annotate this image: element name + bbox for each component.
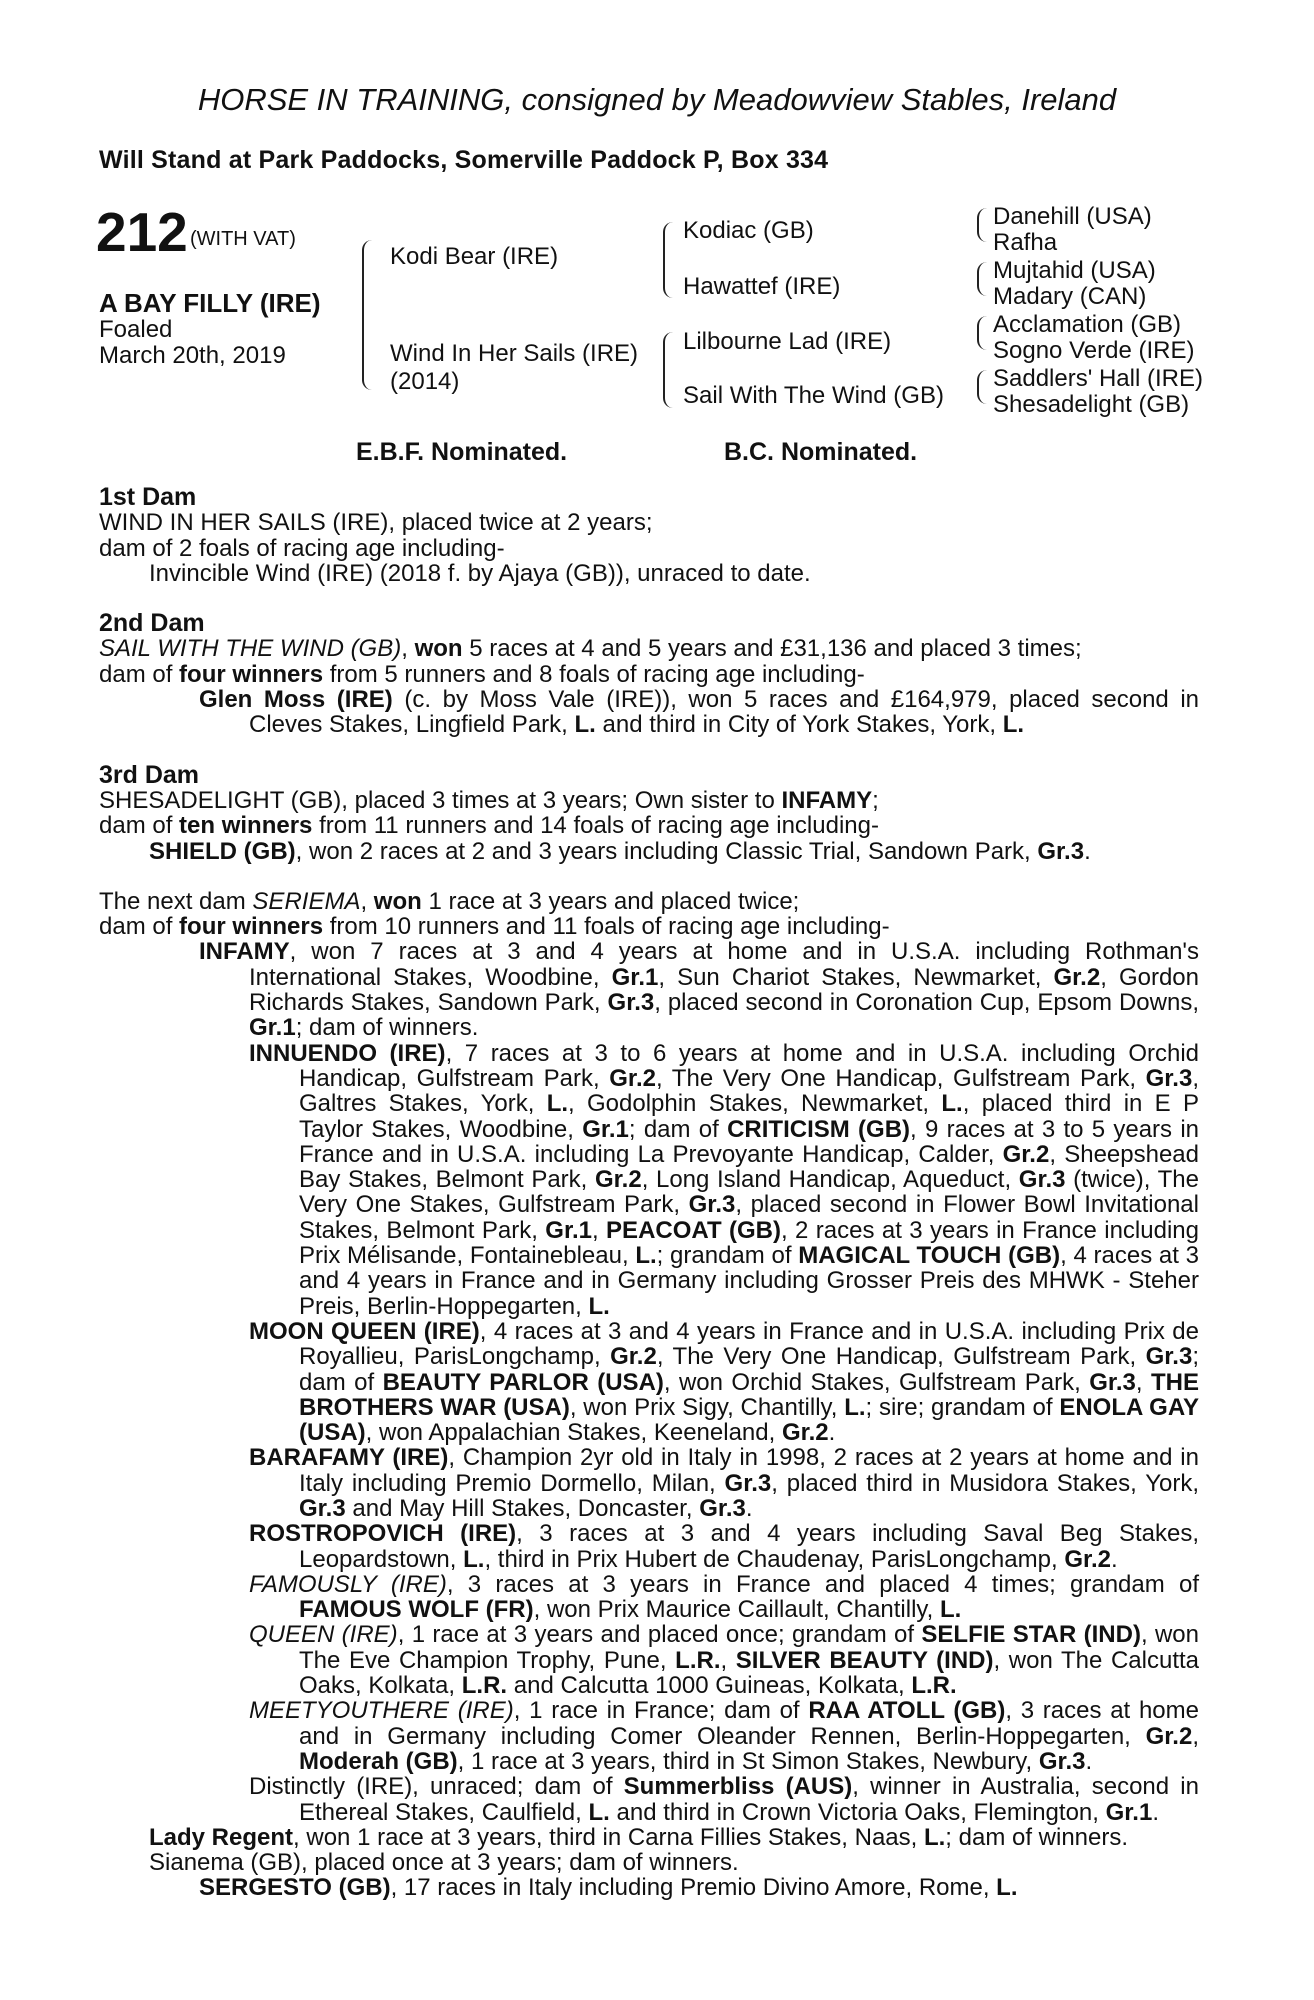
- infamy-entry: INFAMY, won 7 races at 3 and 4 years at home and in U.S.A. including Rothman's International Stakes, Woodbine, Gr.1, Sun Chariot Stakes, Newmarket, Gr.2, Gordon Richards Stakes, Sandown Park, Gr.3, placed second in Coronation Cup, Epsom Downs, Gr.1; dam of winners.: [199, 938, 1199, 1042]
- third-dam-foals: dam of ten winners from 11 runners and 14 foals of racing age including-: [99, 812, 879, 840]
- pedigree-g3: Mujtahid (USA): [993, 257, 1156, 284]
- catalogue-header: HORSE IN TRAINING, consigned by Meadowview Stables, Ireland: [197, 82, 1117, 117]
- innuendo-entry: INNUENDO (IRE), 7 races at 3 to 6 years at home and in U.S.A. including Orchid Handicap, Gulfstream Park, Gr.2, The Very One Handicap, Gulfstream Park, Gr.3, Galtres Stakes, York, L., Godolphin Stakes, Newmarket, L., placed third in E P Taylor Stakes, Woodbine, Gr.1; dam of CRITICISM (GB), 9 races at 3 to 5 years in France and in U.S.A. including La Prevoyante Handicap, Calder, Gr.2, Sheepshead Bay Stakes, Belmont Park, Gr.2, Long Island Handicap, Aqueduct, Gr.3 (twice), The Very One Stakes, Gulfstream Park, Gr.3, placed second in Flower Bowl Invitational Stakes, Belmont Park, Gr.1, PEACOAT (GB), 2 races at 3 years in France including Prix Mélisande, Fontainebleau, L.; grandam of MAGICAL TOUCH (GB), 4 races at 3 and 4 years in France and in Germany including Grosser Preis des MHWK - Steher Preis, Berlin-Hoppegarten, L.: [249, 1039, 1200, 1320]
- meetyouthere-entry: MEETYOUTHERE (IRE), 1 race in France; dam of RAA ATOLL (GB), 3 races at home and in Germany including Comer Oleander Rennen, Berlin-Hoppegarten, Gr.2, Moderah (GB), 1 race at 3 years, third in St Simon Stakes, Newbury, Gr.3.: [249, 1697, 1199, 1775]
- pedigree-dam-sire: Lilbourne Lad (IRE): [683, 328, 892, 355]
- stand-location: Will Stand at Park Paddocks, Somerville Paddock P, Box 334: [99, 146, 829, 174]
- first-dam-line: WIND IN HER SAILS (IRE), placed twice at 2 years;: [99, 509, 653, 537]
- famously-entry: FAMOUSLY (IRE), 3 races at 3 years in France and placed 4 times; grandam of FAMOUS WOLF (FR), won Prix Maurice Caillault, Chantilly, L.: [249, 1570, 1200, 1624]
- pedigree-brace-g2: [977, 262, 987, 296]
- third-dam-produce: SHIELD (GB), won 2 races at 2 and 3 years including Classic Trial, Sandown Park, Gr.3.: [149, 837, 1091, 865]
- pedigree-g6: Sogno Verde (IRE): [993, 337, 1195, 364]
- second-dam-foals: dam of four winners from 5 runners and 8 foals of racing age including-: [99, 660, 865, 688]
- second-dam-produce: Glen Moss (IRE) (c. by Moss Vale (IRE)), won 5 races and £164,979, placed second in Cleves Stakes, Lingfield Park, L. and third in City of York Stakes, York, L.: [199, 686, 1199, 739]
- pedigree-brace-main: [362, 240, 374, 390]
- pedigree-sire-dam: Hawattef (IRE): [683, 273, 841, 300]
- pedigree-g7: Saddlers' Hall (IRE): [993, 365, 1203, 392]
- fourth-dam-foals: dam of four winners from 10 runners and 11 foals of racing age including-: [99, 913, 890, 941]
- lot-number: 212: [96, 201, 188, 263]
- queen-entry: QUEEN (IRE), 1 race at 3 years and placed once; grandam of SELFIE STAR (IND), won The Eve Champion Trophy, Pune, L.R., SILVER BEAUTY (IND), won The Calcutta Oaks, Kolkata, L.R. and Calcutta 1000 Guineas, Kolkata, L.R.: [249, 1621, 1200, 1700]
- pedigree-dam: Wind In Her Sails (IRE): [390, 340, 639, 367]
- pedigree-sire: Kodi Bear (IRE): [390, 243, 559, 270]
- moon-queen-entry: MOON QUEEN (IRE), 4 races at 3 and 4 years in France and in U.S.A. including Prix de Royallieu, ParisLongchamp, Gr.2, The Very One Handicap, Gulfstream Park, Gr.3; dam of BEAUTY PARLOR (USA), won Orchid Stakes, Gulfstream Park, Gr.3, THE BROTHERS WAR (USA), won Prix Sigy, Chantilly, L.; sire; grandam of ENOLA GAY (USA), won Appalachian Stakes, Keeneland, Gr.2.: [249, 1317, 1199, 1447]
- pedigree-sire-sire: Kodiac (GB): [683, 217, 814, 244]
- sianema-entry: Sianema (GB), placed once at 3 years; dam of winners.: [149, 1849, 739, 1877]
- produce-record: [99, 485, 1199, 1901]
- pedigree-brace-g1: [977, 208, 987, 242]
- ebf-nomination: E.B.F. Nominated.: [356, 438, 568, 466]
- pedigree-brace-g3: [977, 316, 987, 350]
- third-dam-line: SHESADELIGHT (GB), placed 3 times at 3 years; Own sister to INFAMY;: [99, 786, 879, 814]
- lot-description: A BAY FILLY (IRE): [99, 288, 321, 318]
- pedigree-dam-year: (2014): [390, 368, 460, 395]
- pedigree-g8: Shesadelight (GB): [993, 391, 1190, 418]
- sergesto-entry: SERGESTO (GB), 17 races in Italy including Premio Divino Amore, Rome, L.: [199, 1874, 1018, 1902]
- first-dam-produce: Invincible Wind (IRE) (2018 f. by Ajaya (GB)), unraced to date.: [149, 559, 811, 587]
- second-dam-heading: 2nd Dam: [99, 609, 205, 638]
- second-dam-line: SAIL WITH THE WIND (GB), won 5 races at 4 and 5 years and £31,136 and placed 3 times;: [99, 635, 1082, 663]
- lady-regent-entry: Lady Regent, won 1 race at 3 years, third in Carna Fillies Stakes, Naas, L.; dam of winners.: [149, 1823, 1129, 1851]
- pedigree-brace-dam: [663, 332, 675, 408]
- first-dam-heading: 1st Dam: [99, 483, 197, 511]
- pedigree-g1: Danehill (USA): [993, 203, 1152, 230]
- pedigree-brace-g4: [977, 370, 987, 404]
- rostropovich-entry: ROSTROPOVICH (IRE), 3 races at 3 and 4 years including Saval Beg Stakes, Leopardstown, L., third in Prix Hubert de Chaudenay, ParisLongchamp, Gr.2.: [249, 1520, 1199, 1573]
- pedigree-g2: Rafha: [993, 229, 1058, 256]
- pedigree-g4: Madary (CAN): [993, 283, 1147, 310]
- fourth-dam-line: The next dam SERIEMA, won 1 race at 3 years and placed twice;: [99, 887, 800, 915]
- barafamy-entry: BARAFAMY (IRE), Champion 2yr old in Italy in 1998, 2 races at 2 years at home and in Italy including Premio Dormello, Milan, Gr.3, placed third in Musidora Stakes, York, Gr.3 and May Hill Stakes, Doncaster, Gr.3.: [249, 1444, 1200, 1522]
- bc-nomination: B.C. Nominated.: [724, 438, 918, 466]
- distinctly-entry: Distinctly (IRE), unraced; dam of Summerbliss (AUS), winner in Australia, second in Ethereal Stakes, Caulfield, L. and third in Crown Victoria Oaks, Flemington, Gr.1.: [249, 1773, 1199, 1826]
- vat-note: (WITH VAT): [190, 228, 296, 250]
- third-dam-heading: 3rd Dam: [99, 760, 200, 789]
- foaled-label: Foaled: [99, 316, 173, 343]
- first-dam-foals: dam of 2 foals of racing age including-: [99, 534, 505, 562]
- pedigree-brace-sire: [663, 222, 675, 298]
- pedigree-g5: Acclamation (GB): [993, 311, 1182, 338]
- foaled-date: March 20th, 2019: [99, 342, 286, 369]
- pedigree-dam-dam: Sail With The Wind (GB): [683, 382, 944, 409]
